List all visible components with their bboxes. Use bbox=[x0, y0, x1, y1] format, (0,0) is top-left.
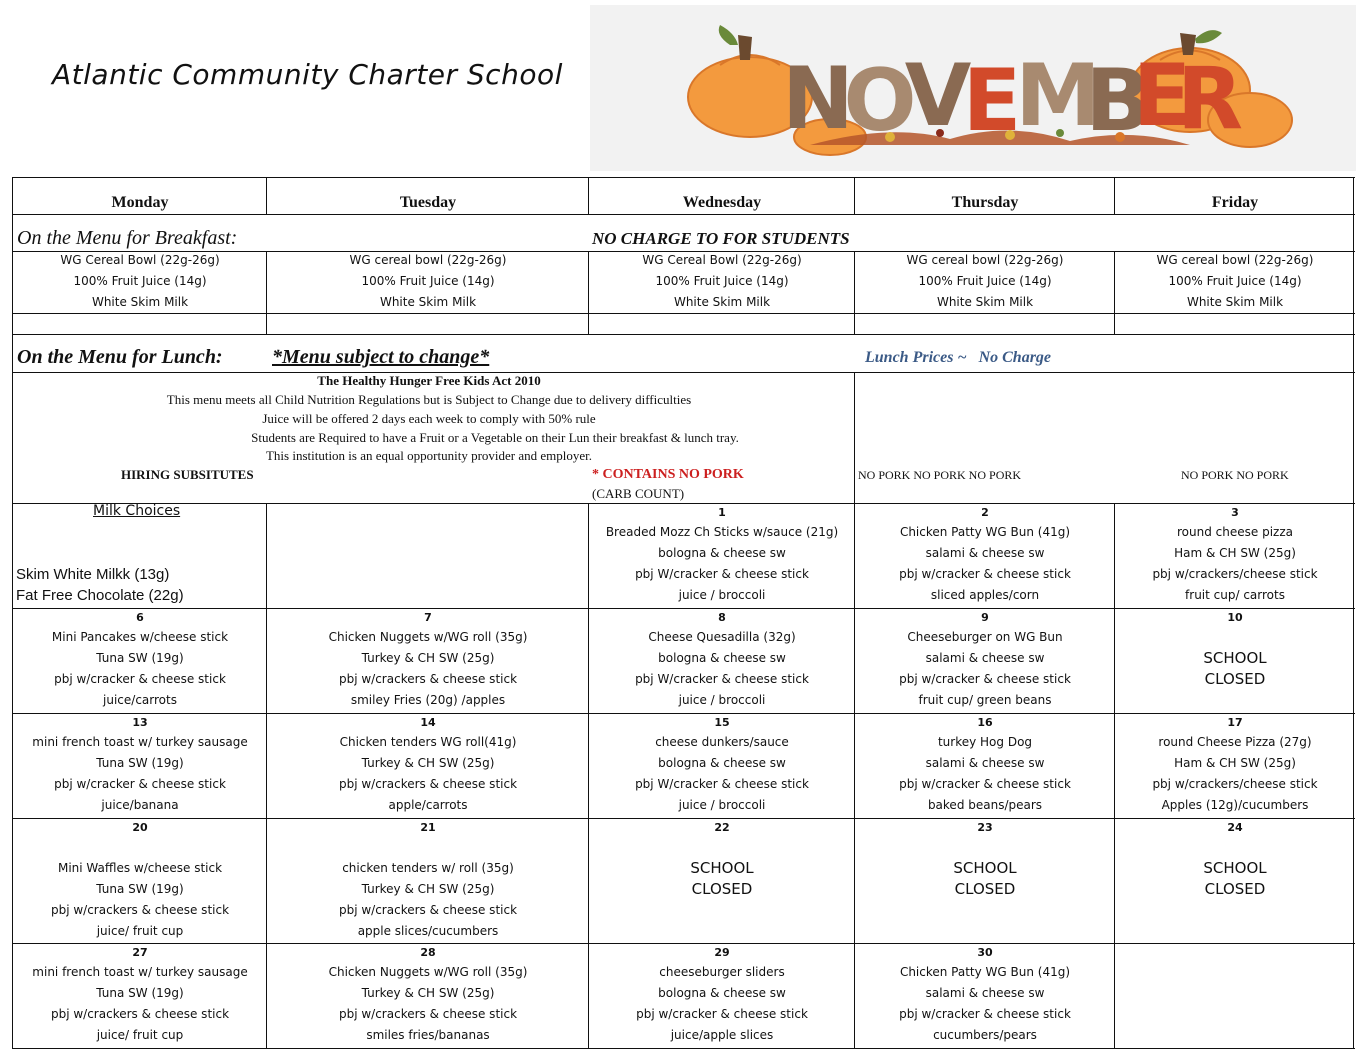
menu-item: bologna & cheese sw bbox=[658, 756, 786, 770]
menu-item: pbj w/cracker & cheese stick bbox=[54, 672, 226, 686]
menu-item: juice/ fruit cup bbox=[96, 924, 184, 938]
lunch-cell-day-20 bbox=[12, 819, 268, 942]
menu-item: Mini Pancakes w/cheese stick bbox=[51, 630, 229, 644]
breakfast-tuesday bbox=[266, 250, 590, 313]
menu-item: Cheese Quesadilla (32g) bbox=[648, 630, 796, 644]
menu-item: Tuna SW (19g) bbox=[96, 986, 184, 1000]
day-number: 1 bbox=[718, 506, 726, 519]
school-closed-label: SCHOOL bbox=[1203, 649, 1267, 667]
menu-item: Turkey & CH SW (25g) bbox=[361, 882, 495, 896]
lunch-cell-day-21 bbox=[266, 819, 590, 942]
note-line: This institution is an equal opportunity provider and employer. bbox=[265, 448, 593, 463]
lunch-cell-day-16 bbox=[854, 714, 1116, 816]
lunch-cell-day-22 bbox=[588, 819, 856, 900]
breakfast-thursday bbox=[854, 250, 1116, 313]
lunch-cell-day-1 bbox=[588, 504, 856, 606]
november-banner-art bbox=[590, 5, 1356, 171]
menu-item: pbj w/crackers & cheese stick bbox=[338, 903, 518, 917]
breakfast-item: White Skim Milk bbox=[1186, 295, 1284, 309]
day-number: 23 bbox=[977, 821, 993, 834]
menu-item: Chicken tenders WG roll(41g) bbox=[339, 735, 517, 749]
school-closed-label: CLOSED bbox=[1204, 670, 1266, 688]
menu-item: pbj w/crackers & cheese stick bbox=[338, 1007, 518, 1021]
thursday-no-pork: NO PORK NO PORK NO PORK bbox=[858, 468, 1022, 482]
menu-item: smiles fries/bananas bbox=[366, 1028, 490, 1042]
menu-item: cheeseburger sliders bbox=[659, 965, 785, 979]
menu-item: mini french toast w/ turkey sausage bbox=[32, 965, 248, 979]
school-closed-label: SCHOOL bbox=[1203, 859, 1267, 877]
menu-item: pbj w/crackers & cheese stick bbox=[50, 903, 230, 917]
menu-item: pbj w/crackers & cheese stick bbox=[338, 672, 518, 686]
lunch-cell-day-30 bbox=[854, 944, 1116, 1046]
menu-item: Chicken Nuggets w/WG roll (35g) bbox=[328, 630, 528, 644]
menu-item: pbj W/cracker & cheese stick bbox=[635, 672, 809, 686]
menu-item: pbj w/crackers/cheese stick bbox=[1152, 567, 1318, 581]
day-number: 13 bbox=[132, 716, 148, 729]
leaf-icon bbox=[1195, 30, 1222, 43]
breakfast-monday bbox=[12, 250, 268, 313]
breakfast-item: WG cereal bowl (22g-26g) bbox=[1156, 253, 1314, 267]
menu-item: baked beans/pears bbox=[927, 798, 1043, 812]
menu-item: pbj W/cracker & cheese stick bbox=[635, 567, 809, 581]
menu-item: Apples (12g)/cucumbers bbox=[1161, 798, 1309, 812]
day-number: 9 bbox=[981, 611, 989, 624]
menu-item: pbj w/cracker & cheese stick bbox=[636, 1007, 808, 1021]
menu-item: mini french toast w/ turkey sausage bbox=[32, 735, 248, 749]
day-number: 30 bbox=[977, 946, 993, 959]
leaf-icon bbox=[719, 25, 738, 45]
act-title: The Healthy Hunger Free Kids Act 2010 bbox=[317, 373, 541, 388]
carb-count: (CARB COUNT) bbox=[592, 486, 685, 501]
november-banner bbox=[590, 5, 1356, 171]
lunch-cell-day-6 bbox=[12, 609, 268, 711]
menu-item: fruit cup/ green beans bbox=[918, 693, 1052, 707]
menu-item: bologna & cheese sw bbox=[658, 986, 786, 1000]
friday-no-pork: NO PORK NO PORK bbox=[1181, 468, 1289, 482]
day-number: 3 bbox=[1231, 506, 1239, 519]
menu-item: bologna & cheese sw bbox=[658, 651, 786, 665]
menu-item: Chicken Nuggets w/WG roll (35g) bbox=[328, 965, 528, 979]
menu-item: pbj w/cracker & cheese stick bbox=[899, 672, 1071, 686]
svg-text:R: R bbox=[1176, 49, 1244, 149]
menu-item: pbj W/cracker & cheese stick bbox=[635, 777, 809, 791]
menu-item: pbj w/crackers & cheese stick bbox=[338, 777, 518, 791]
menu-item: smiley Fries (20g) /apples bbox=[350, 693, 506, 707]
day-number: 16 bbox=[977, 716, 993, 729]
breakfast-item: 100% Fruit Juice (14g) bbox=[73, 274, 207, 288]
day-number: 6 bbox=[136, 611, 144, 624]
lunch-cell-day-13 bbox=[12, 714, 268, 816]
menu-item: apple/carrots bbox=[388, 798, 468, 812]
day-number: 10 bbox=[1227, 611, 1243, 624]
breakfast-item: WG cereal bowl (22g-26g) bbox=[349, 253, 507, 267]
menu-item: pbj w/cracker & cheese stick bbox=[899, 567, 1071, 581]
menu-item: bologna & cheese sw bbox=[658, 546, 786, 560]
school-closed-label: SCHOOL bbox=[690, 859, 754, 877]
lunch-cell-day-10 bbox=[1114, 609, 1356, 690]
day-header-thursday: Thursday bbox=[951, 194, 1019, 211]
day-header-friday: Friday bbox=[1211, 194, 1259, 211]
menu-item: round cheese pizza bbox=[1177, 525, 1293, 539]
menu-item: Mini Waffles w/cheese stick bbox=[57, 861, 223, 875]
svg-text:O: O bbox=[843, 51, 917, 151]
breakfast-item: WG cereal bowl (22g-26g) bbox=[906, 253, 1064, 267]
breakfast-item: White Skim Milk bbox=[673, 295, 771, 309]
menu-item: juice/ fruit cup bbox=[96, 1028, 184, 1042]
school-closed-label: SCHOOL bbox=[953, 859, 1017, 877]
menu-item: salami & cheese sw bbox=[925, 546, 1045, 560]
menu-item: juice/carrots bbox=[103, 693, 177, 707]
november-letters bbox=[782, 46, 1243, 151]
breakfast-item: 100% Fruit Juice (14g) bbox=[655, 274, 789, 288]
lunch-cell-day-8 bbox=[588, 609, 856, 711]
menu-item: juice / broccoli bbox=[678, 693, 766, 707]
day-number: 14 bbox=[420, 716, 436, 729]
breakfast-wednesday bbox=[588, 250, 856, 313]
milk-choices-title: Milk Choices bbox=[93, 503, 181, 519]
menu-item: Tuna SW (19g) bbox=[96, 882, 184, 896]
day-number: 15 bbox=[714, 716, 730, 729]
breakfast-title: On the Menu for Breakfast: bbox=[17, 227, 238, 249]
lunch-cell-day-15 bbox=[588, 714, 856, 816]
day-number: 24 bbox=[1227, 821, 1243, 834]
breakfast-item: 100% Fruit Juice (14g) bbox=[918, 274, 1052, 288]
breakfast-friday bbox=[1114, 250, 1356, 313]
menu-item: salami & cheese sw bbox=[925, 756, 1045, 770]
breakfast-item: WG Cereal Bowl (22g-26g) bbox=[642, 253, 802, 267]
milk-choice-item: Fat Free Chocolate (22g) bbox=[16, 587, 184, 604]
menu-subject-to-change: *Menu subject to change* bbox=[272, 346, 490, 368]
menu-item: Turkey & CH SW (25g) bbox=[361, 756, 495, 770]
svg-text:B: B bbox=[1085, 51, 1151, 151]
note-line: Juice will be offered 2 days each week to comply with 50% rule bbox=[262, 411, 596, 426]
menu-item: Chicken Patty WG Bun (41g) bbox=[899, 525, 1071, 539]
day-number: 20 bbox=[132, 821, 148, 834]
menu-item: Chicken Patty WG Bun (41g) bbox=[899, 965, 1071, 979]
breakfast-item: 100% Fruit Juice (14g) bbox=[361, 274, 495, 288]
lunch-cell-day-29 bbox=[588, 944, 856, 1046]
day-number: 21 bbox=[420, 821, 436, 834]
school-closed-label: CLOSED bbox=[691, 880, 753, 898]
svg-text:E: E bbox=[962, 51, 1022, 151]
day-number: 2 bbox=[981, 506, 989, 519]
breakfast-item: White Skim Milk bbox=[379, 295, 477, 309]
menu-item: Tuna SW (19g) bbox=[96, 651, 184, 665]
menu-item: juice / broccoli bbox=[678, 798, 766, 812]
menu-item: juice/apple slices bbox=[670, 1028, 774, 1042]
menu-item: salami & cheese sw bbox=[925, 986, 1045, 1000]
lunch-cell-day-24 bbox=[1114, 819, 1356, 900]
day-number: 22 bbox=[714, 821, 730, 834]
breakfast-item: White Skim Milk bbox=[936, 295, 1034, 309]
lunch-title: On the Menu for Lunch: bbox=[17, 346, 223, 368]
lunch-cell-day-2 bbox=[854, 504, 1116, 606]
day-number: 28 bbox=[420, 946, 436, 959]
day-number: 29 bbox=[714, 946, 730, 959]
menu-item: pbj w/crackers & cheese stick bbox=[50, 1007, 230, 1021]
menu-item: apple slices/cucumbers bbox=[357, 924, 499, 938]
menu-item: juice/banana bbox=[101, 798, 179, 812]
menu-item: sliced apples/corn bbox=[930, 588, 1040, 602]
menu-item: Breaded Mozz Ch Sticks w/sauce (21g) bbox=[605, 525, 839, 539]
menu-item: pbj w/cracker & cheese stick bbox=[899, 1007, 1071, 1021]
svg-text:M: M bbox=[1015, 46, 1101, 146]
note-line: This menu meets all Child Nutrition Regulations but is Subject to Change due to delivery difficulties bbox=[166, 392, 692, 407]
lunch-cell-day-17 bbox=[1114, 714, 1356, 816]
note-line: Students are Required to have a Fruit or a Vegetable on their Lun their breakfast & lunch tray. bbox=[251, 430, 739, 445]
day-number: 27 bbox=[132, 946, 148, 959]
menu-item: cheese dunkers/sauce bbox=[655, 735, 789, 749]
day-header-monday: Monday bbox=[111, 194, 169, 211]
menu-item: pbj w/cracker & cheese stick bbox=[54, 777, 226, 791]
day-number: 8 bbox=[718, 611, 726, 624]
day-number: 7 bbox=[424, 611, 432, 624]
contains-no-pork: * CONTAINS NO PORK bbox=[592, 467, 744, 482]
svg-text:E: E bbox=[1132, 46, 1192, 146]
day-header-wednesday: Wednesday bbox=[682, 194, 762, 211]
day-header-tuesday: Tuesday bbox=[399, 194, 457, 211]
menu-item: Turkey & CH SW (25g) bbox=[361, 986, 495, 1000]
menu-item: chicken tenders w/ roll (35g) bbox=[342, 861, 514, 875]
school-closed-label: CLOSED bbox=[954, 880, 1016, 898]
menu-item: pbj w/crackers/cheese stick bbox=[1152, 777, 1318, 791]
school-closed-label: CLOSED bbox=[1204, 880, 1266, 898]
menu-item: Turkey & CH SW (25g) bbox=[361, 651, 495, 665]
lunch-cell-day-14 bbox=[266, 714, 590, 816]
svg-text:V: V bbox=[904, 46, 972, 146]
menu-item: Ham & CH SW (25g) bbox=[1174, 546, 1296, 560]
milk-choice-item: Skim White Milkk (13g) bbox=[16, 566, 170, 583]
lunch-cell-day-7 bbox=[266, 609, 590, 711]
menu-item: juice / broccoli bbox=[678, 588, 766, 602]
menu-item: fruit cup/ carrots bbox=[1185, 588, 1285, 602]
lunch-cell-day-3 bbox=[1114, 504, 1356, 606]
breakfast-no-charge: NO CHARGE TO FOR STUDENTS bbox=[592, 229, 850, 248]
lunch-prices: Lunch Prices ~ No Charge bbox=[865, 349, 1052, 366]
day-number: 17 bbox=[1227, 716, 1243, 729]
menu-item: Ham & CH SW (25g) bbox=[1174, 756, 1296, 770]
menu-item: turkey Hog Dog bbox=[937, 735, 1033, 749]
svg-text:N: N bbox=[782, 49, 854, 149]
menu-item: cucumbers/pears bbox=[933, 1028, 1037, 1042]
breakfast-item: White Skim Milk bbox=[91, 295, 189, 309]
lunch-cell-day-28 bbox=[266, 944, 590, 1046]
school-name: Atlantic Community Charter School bbox=[52, 58, 563, 91]
menu-item: round Cheese Pizza (27g) bbox=[1158, 735, 1312, 749]
lunch-cell-day-27 bbox=[12, 944, 268, 1046]
lunch-cell-day-9 bbox=[854, 609, 1116, 711]
menu-item: Tuna SW (19g) bbox=[96, 756, 184, 770]
breakfast-item: WG Cereal Bowl (22g-26g) bbox=[60, 253, 220, 267]
hiring-substitutes: HIRING SUBSITUTES bbox=[121, 467, 254, 482]
lunch-cell-day-23 bbox=[854, 819, 1116, 900]
breakfast-item: 100% Fruit Juice (14g) bbox=[1168, 274, 1302, 288]
menu-item: pbj w/cracker & cheese stick bbox=[899, 777, 1071, 791]
menu-item: Cheeseburger on WG Bun bbox=[907, 630, 1063, 644]
menu-item: salami & cheese sw bbox=[925, 651, 1045, 665]
